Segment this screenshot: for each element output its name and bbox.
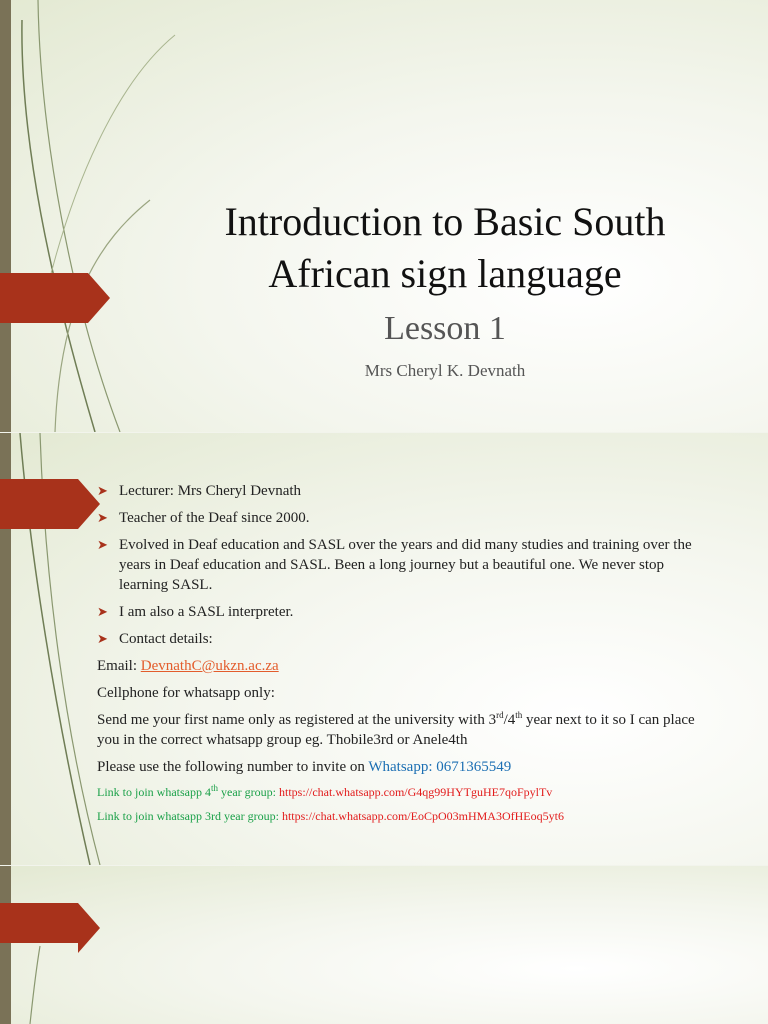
whatsapp-link-4th[interactable]: https://chat.whatsapp.com/G4qg99HYTguHE7qoFpylTv [279, 785, 553, 799]
bullet-icon: ➤ [97, 510, 108, 525]
list-item: ➤ Contact details: [97, 631, 213, 647]
bullet-icon: ➤ [97, 537, 108, 552]
bullet-icon: ➤ [97, 631, 108, 646]
email-line: Email: DevnathC@ukzn.ac.za [97, 658, 279, 674]
bullet-icon: ➤ [97, 604, 108, 619]
send-instructions: Send me your first name only as registered at the university with 3rd/4th year next to it so I can place you in the correct whatsapp group eg. Thobile3rd or Anele4th [97, 710, 695, 748]
content-slide [0, 433, 768, 865]
accent-flag [0, 479, 78, 529]
whatsapp-link-3rd[interactable]: https://chat.whatsapp.com/EoCpO03mHMA3OfHEoq5yt6 [281, 809, 564, 823]
slide-title: Introduction to Basic South African sign language [224, 199, 666, 296]
list-item: ➤ Lecturer: Mrs Cheryl Devnath [97, 483, 302, 499]
accent-flag [0, 273, 88, 323]
bullet-icon: ➤ [97, 483, 108, 498]
list-item: ➤ Teacher of the Deaf since 2000. [97, 510, 310, 526]
email-link[interactable]: DevnathC@ukzn.ac.za [140, 658, 279, 674]
list-item: ➤ Evolved in Deaf education and SASL over the years and did many studies and training over the years in Deaf education and SASL. Been a long journey but a beautiful one. We never stop learning SASL. [97, 537, 692, 593]
whatsapp-number: Whatsapp: 0671365549 [368, 759, 512, 775]
slide-content [97, 481, 697, 832]
next-slide [0, 866, 768, 1024]
title-slide [0, 0, 768, 432]
cellphone-line: Cellphone for whatsapp only: [97, 685, 275, 701]
list-item: ➤ I am also a SASL interpreter. [97, 604, 294, 620]
slide-subtitle: Lesson 1 [384, 310, 506, 347]
link-4th-year: Link to join whatsapp 4th year group: https://chat.whatsapp.com/G4qg99HYTguHE7qoFpylTv [97, 783, 553, 799]
link-3rd-year: Link to join whatsapp 3rd year group: https://chat.whatsapp.com/EoCpO03mHMA3OfHEoq5yt6 [97, 809, 564, 823]
author-name: Mrs Cheryl K. Devnath [364, 361, 526, 380]
accent-flag [0, 903, 78, 943]
invite-line: Please use the following number to invite on Whatsapp: 0671365549 [97, 759, 512, 775]
decorative-curves [0, 866, 200, 1024]
